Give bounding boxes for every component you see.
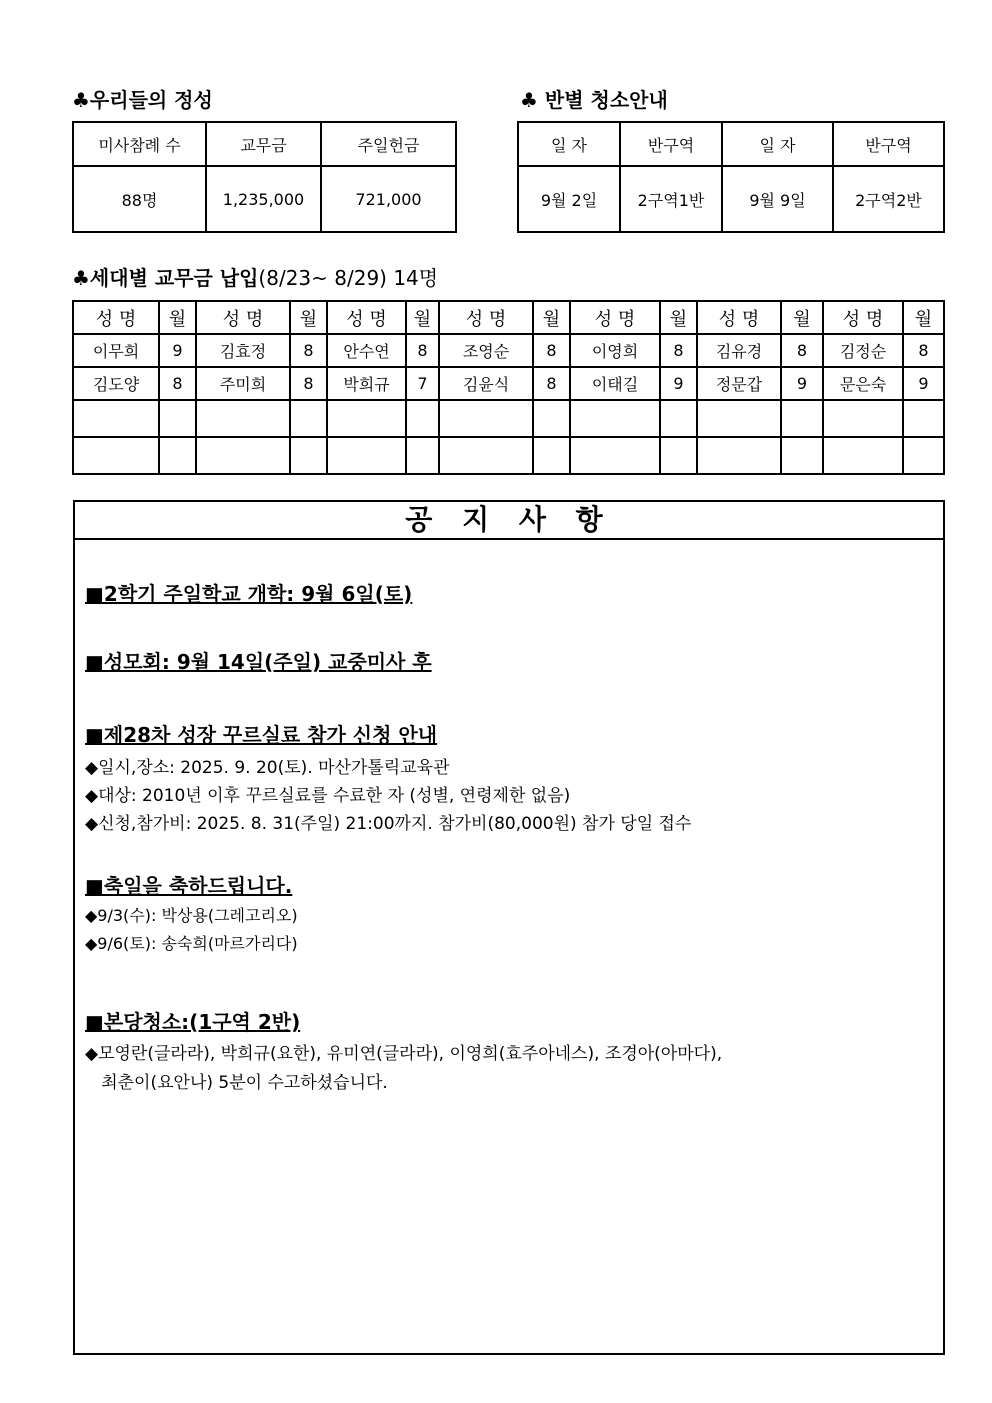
- cleaning-value-date-2: 9월 9일: [722, 166, 833, 232]
- dues-header-name: 성 명: [196, 301, 290, 334]
- notice-cursillo: ■제28차 성장 꾸르실료 참가 신청 안내: [85, 723, 438, 747]
- offering-header-dues: 교무금: [206, 122, 321, 166]
- offering-title: ♣우리들의 정성: [72, 88, 213, 112]
- offering-header-sunday: 주일헌금: [321, 122, 456, 166]
- dues-name: 주미희: [196, 367, 290, 400]
- dues-name: 안수연: [327, 334, 406, 367]
- cleaning-thanks-2: 최춘이(요안나) 5분이 수고하셨습니다.: [85, 1073, 388, 1093]
- cleaning-header-area-2: 반구역: [833, 122, 944, 166]
- dues-header-month: 월: [406, 301, 439, 334]
- cleaning-value-area-1: 2구역1반: [620, 166, 722, 232]
- notice-title: 공 지 사 항: [75, 502, 943, 540]
- dues-name: 김효정: [196, 334, 290, 367]
- offering-table: [72, 121, 457, 233]
- dues-header-name: 성 명: [823, 301, 903, 334]
- dues-header-name: 성 명: [570, 301, 660, 334]
- dues-month: 8: [290, 334, 327, 367]
- feast-day-2: ◆9/6(토): 송숙희(마르가리다): [85, 934, 298, 953]
- table-row: [73, 367, 944, 400]
- dues-month: 8: [781, 334, 823, 367]
- dues-header-month: 월: [290, 301, 327, 334]
- dues-month: 8: [533, 334, 570, 367]
- dues-header-name: 성 명: [73, 301, 159, 334]
- dues-header-name: 성 명: [439, 301, 533, 334]
- dues-table: [72, 300, 945, 475]
- dues-header-name: 성 명: [697, 301, 781, 334]
- cleaning-header-date-2: 일 자: [722, 122, 833, 166]
- notice-feast-day: ■축일을 축하드립니다.: [85, 874, 293, 898]
- dues-name: 김도양: [73, 367, 159, 400]
- cursillo-target: ◆대상: 2010년 이후 꾸르실료를 수료한 자 (성별, 연령제한 없음): [85, 786, 571, 806]
- dues-title: [72, 262, 438, 291]
- dues-header-month: 월: [533, 301, 570, 334]
- dues-header-month: 월: [660, 301, 697, 334]
- dues-name: 정문갑: [697, 367, 781, 400]
- dues-month: 9: [903, 367, 944, 400]
- dues-header-name: 성 명: [327, 301, 406, 334]
- dues-title-period: (8/23~ 8/29) 14명: [258, 266, 439, 290]
- cleaning-value-area-2: 2구역2반: [833, 166, 944, 232]
- notice-church-cleaning: ■본당청소:(1구역 2반): [85, 1010, 301, 1034]
- cleaning-thanks-1: ◆모영란(글라라), 박희규(요한), 유미연(글라라), 이영희(효주아네스), 조경아(아마다),: [85, 1044, 723, 1064]
- dues-name: 문은숙: [823, 367, 903, 400]
- cursillo-application: ◆신청,참가비: 2025. 8. 31(주일) 21:00까지. 참가비(80,000원) 참가 당일 접수: [85, 814, 692, 834]
- dues-month: 8: [533, 367, 570, 400]
- dues-name: 김윤식: [439, 367, 533, 400]
- notice-sunday-school: ■2학기 주일학교 개학: 9월 6일(토): [85, 582, 413, 606]
- dues-name: 김정순: [823, 334, 903, 367]
- dues-header-month: 월: [781, 301, 823, 334]
- dues-month: 9: [781, 367, 823, 400]
- dues-name: 이태길: [570, 367, 660, 400]
- dues-month: 7: [406, 367, 439, 400]
- dues-header-month: 월: [159, 301, 196, 334]
- notice-box: [73, 500, 945, 1355]
- notice-mothers-meeting: ■성모회: 9월 14일(주일) 교중미사 후: [85, 650, 432, 674]
- offering-value-dues: 1,235,000: [206, 166, 321, 232]
- dues-month: 8: [290, 367, 327, 400]
- cursillo-date-place: ◆일시,장소: 2025. 9. 20(토). 마산가톨릭교육관: [85, 758, 450, 778]
- dues-header-month: 월: [903, 301, 944, 334]
- cleaning-table: [517, 121, 945, 233]
- dues-month: 8: [406, 334, 439, 367]
- dues-month: 9: [159, 334, 196, 367]
- cleaning-header-area-1: 반구역: [620, 122, 722, 166]
- cleaning-value-date-1: 9월 2일: [518, 166, 620, 232]
- dues-name: 박희규: [327, 367, 406, 400]
- dues-month: 8: [660, 334, 697, 367]
- dues-title-main: ♣세대별 교무금 납입: [72, 266, 259, 290]
- dues-name: 이무희: [73, 334, 159, 367]
- cleaning-title: ♣ 반별 청소안내: [520, 88, 668, 112]
- offering-header-mass: 미사참례 수: [73, 122, 206, 166]
- dues-name: 이영희: [570, 334, 660, 367]
- dues-name: 김유경: [697, 334, 781, 367]
- dues-month: 8: [159, 367, 196, 400]
- feast-day-1: ◆9/3(수): 박상용(그레고리오): [85, 906, 298, 925]
- dues-month: 8: [903, 334, 944, 367]
- table-row: [73, 334, 944, 367]
- table-row-empty: [73, 437, 944, 474]
- offering-value-mass: 88명: [73, 166, 206, 232]
- offering-value-sunday: 721,000: [321, 166, 456, 232]
- table-row-empty: [73, 400, 944, 437]
- dues-name: 조영순: [439, 334, 533, 367]
- dues-month: 9: [660, 367, 697, 400]
- dues-header-row: [73, 301, 944, 334]
- cleaning-header-date-1: 일 자: [518, 122, 620, 166]
